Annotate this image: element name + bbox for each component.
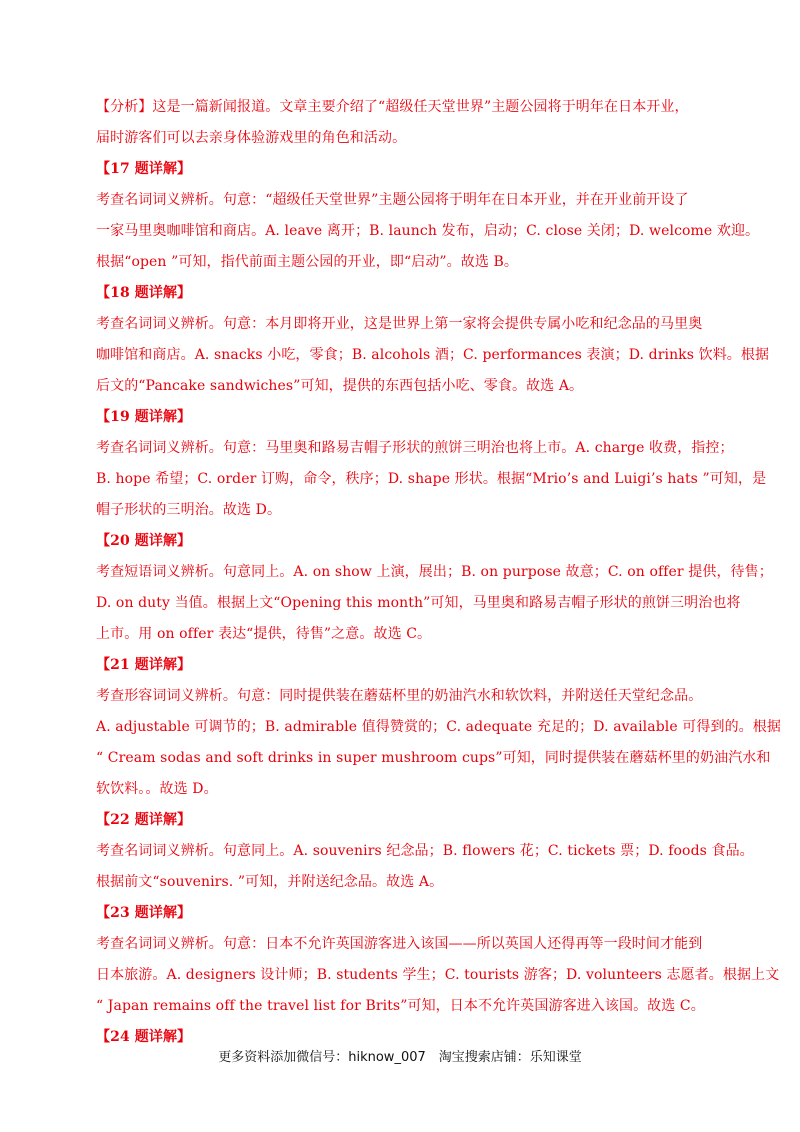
question-22-header: 【22 题详解】: [96, 812, 192, 828]
question-17-line: 考查名词词义辨析。句意：“超级任天堂世界”主题公园将于明年在日本开业，并在开业前开设了: [96, 192, 689, 208]
question-17-header: 【17 题详解】: [96, 161, 192, 177]
analysis-line: 届时游客们可以去亲身体验游戏里的角色和活动。: [96, 130, 407, 146]
question-20-header: 【20 题详解】: [96, 533, 192, 549]
question-17-line: 一家马里奥咖啡馆和商店。A. leave 离开；B. launch 发布，启动；C. close 关闭；D. welcome 欢迎。: [96, 223, 760, 239]
question-18-header: 【18 题详解】: [96, 285, 192, 301]
question-21-line: A. adjustable 可调节的；B. admirable 值得赞赏的；C. adequate 充足的；D. available 可得到的。根据: [96, 719, 781, 735]
question-20-line: D. on duty 当值。根据上文“Opening this month”可知，马里奥和路易吉帽子形状的煎饼三明治也将: [96, 595, 741, 611]
question-23-line: 日本旅游。A. designers 设计师；B. students 学生；C. tourists 游客；D. volunteers 志愿者。根据上文: [96, 967, 780, 983]
question-24-header: 【24 题详解】: [96, 1029, 192, 1045]
question-20-line: 上市。用 on offer 表达“提供，待售”之意。故选 C。: [96, 626, 432, 642]
question-21-line: “ Cream sodas and soft drinks in super mushroom cups”可知，同时提供装在蘑菇杯里的奶油汽水和: [96, 750, 771, 766]
question-19-line: 帽子形状的三明治。故选 D。: [96, 502, 282, 518]
question-23-header: 【23 题详解】: [96, 905, 192, 921]
question-22-line: 考查名词词义辨析。句意同上。A. souvenirs 纪念品；B. flowers 花；C. tickets 票；D. foods 食品。: [96, 843, 754, 859]
question-18-line: 考查名词词义辨析。句意：本月即将开业，这是世界上第一家将会提供专属小吃和纪念品的马里奥: [96, 316, 703, 332]
question-17-line: 根据“open ”可知，指代前面主题公园的开业，即“启动”。故选 B。: [96, 254, 519, 270]
question-19-line: 考查名词词义辨析。句意：马里奥和路易吉帽子形状的煎饼三明治也将上市。A. charge 收费，指控；: [96, 440, 734, 456]
answer-explanation-content: [96, 92, 781, 1053]
question-21-line: 考查形容词词义辨析。句意：同时提供装在蘑菇杯里的奶油汽水和软饮料，并附送任天堂纪念品。: [96, 688, 703, 704]
question-22-line: 根据前文“souvenirs. ”可知，并附送纪念品。故选 A。: [96, 874, 444, 890]
question-19-line: B. hope 希望；C. order 订购，命令，秩序；D. shape 形状。根据“Mrio’s and Luigi’s hats ”可知，是: [96, 471, 767, 487]
question-18-line: 咖啡馆和商店。A. snacks 小吃，零食；B. alcohols 酒；C. performances 表演；D. drinks 饮料。根据: [96, 347, 770, 363]
question-18-line: 后文的“Pancake sandwiches”可知，提供的东西包括小吃、零食。故选 A。: [96, 378, 584, 394]
analysis-line: 【分析】这是一篇新闻报道。文章主要介绍了“超级任天堂世界”主题公园将于明年在日本开业，: [96, 99, 689, 115]
question-23-line: “ Japan remains off the travel list for Brits”可知，日本不允许英国游客进入该国。故选 C。: [96, 998, 705, 1014]
question-21-header: 【21 题详解】: [96, 657, 192, 673]
page-footer: 更多资料添加微信号：hiknow_007 淘宝搜索店铺：乐知课堂: [218, 1050, 582, 1065]
question-21-line: 软饮料。。故选 D。: [96, 781, 218, 797]
question-19-header: 【19 题详解】: [96, 409, 192, 425]
question-20-line: 考查短语词义辨析。句意同上。A. on show 上演，展出；B. on purpose 故意；C. on offer 提供，待售；: [96, 564, 773, 580]
question-23-line: 考查名词词义辨析。句意：日本不允许英国游客进入该国——所以英国人还得再等一段时间才能到: [96, 936, 703, 952]
